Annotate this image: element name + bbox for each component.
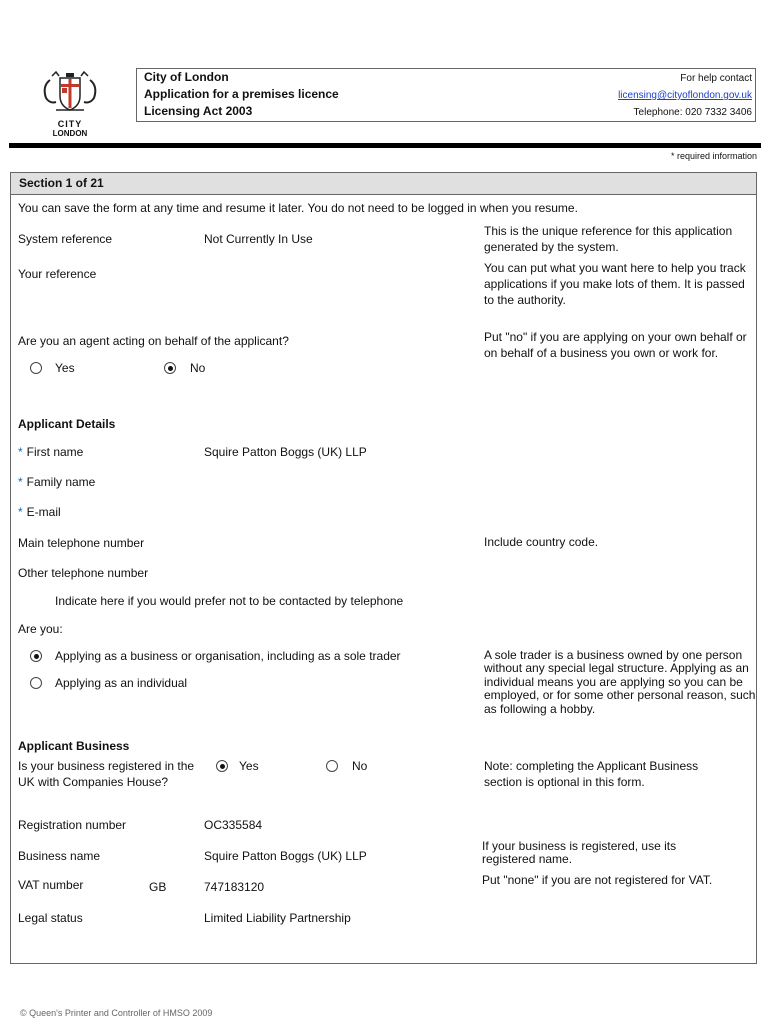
business-name-note: If your business is registered, use its registered name. — [482, 839, 677, 867]
applicant-details-heading: Applicant Details — [18, 417, 116, 431]
header-org: City of London — [144, 70, 229, 84]
help-contact — [618, 70, 752, 121]
required-info-note: * required information — [670, 151, 757, 161]
system-reference-value: Not Currently In Use — [204, 232, 313, 246]
city-of-london-crest — [40, 70, 100, 138]
agent-yes-radio[interactable] — [30, 362, 42, 374]
business-optional-note: Note: completing the Applicant Business section is optional in this form. — [484, 759, 699, 789]
legal-status-value[interactable]: Limited Liability Partnership — [204, 911, 351, 925]
as-individual-radio[interactable] — [30, 677, 42, 689]
main-telephone-note: Include country code. — [484, 535, 599, 549]
header-divider — [9, 143, 761, 148]
vat-number-label: VAT number — [18, 878, 84, 892]
header-title: Application for a premises licence — [144, 87, 339, 101]
required-mark: * — [18, 505, 23, 519]
your-reference-input[interactable] — [204, 262, 464, 282]
email-label: * E-mail — [18, 505, 61, 519]
are-you-label: Are you: — [18, 622, 63, 636]
your-reference-label: Your reference — [18, 267, 97, 281]
crest-icon — [40, 70, 100, 114]
main-telephone-input[interactable] — [204, 532, 464, 552]
first-name-label: * First name — [18, 445, 84, 459]
are-you-note: A sole trader is a business owned by one person without any special legal structure. Applying as an individual means you are applying so you can be employed, or for some other personal reason, such as following a hobby. — [484, 648, 756, 716]
system-reference-label: System reference — [18, 232, 113, 246]
copyright-footer: © Queen's Printer and Controller of HMSO 2009 — [20, 1008, 213, 1018]
as-individual-label: Applying as an individual — [55, 676, 188, 690]
agent-yes-label: Yes — [55, 361, 75, 375]
registered-yes-radio[interactable] — [216, 760, 228, 772]
vat-note: Put "none" if you are not registered for VAT. — [482, 873, 713, 887]
no-phone-preference-label: Indicate here if you would prefer not to be contacted by telephone — [55, 594, 404, 608]
help-label: For help contact — [680, 73, 752, 84]
first-name-value[interactable]: Squire Patton Boggs (UK) LLP — [204, 445, 367, 459]
agent-question: Are you an agent acting on behalf of the applicant? — [18, 334, 289, 348]
section-intro: You can save the form at any time and resume it later. You do not need to be logged in when you resume. — [18, 201, 578, 215]
your-reference-note: You can put what you want here to help you track applications if you make lots of them. It is passed to the authority. — [484, 261, 746, 307]
logo-word-city: CITY — [57, 119, 83, 129]
header-act: Licensing Act 2003 — [144, 104, 253, 118]
family-name-label: * Family name — [18, 475, 96, 489]
logo-word-london: LONDON — [52, 129, 88, 138]
applicant-business-heading: Applicant Business — [18, 739, 130, 753]
other-telephone-label: Other telephone number — [18, 566, 149, 580]
help-email-link[interactable]: licensing@cityoflondon.gov.uk — [618, 90, 752, 101]
section-header: Section 1 of 21 — [10, 172, 757, 195]
agent-no-label: No — [190, 361, 206, 375]
as-business-label: Applying as a business or organisation, including as a sole trader — [55, 649, 401, 663]
required-mark: * — [18, 475, 23, 489]
main-telephone-label: Main telephone number — [18, 536, 145, 550]
business-name-value[interactable]: Squire Patton Boggs (UK) LLP — [204, 849, 367, 863]
family-name-input[interactable] — [204, 471, 464, 491]
required-mark: * — [18, 445, 23, 459]
email-input[interactable] — [204, 501, 464, 521]
registered-no-radio[interactable] — [326, 760, 338, 772]
agent-note: Put "no" if you are applying on your own behalf or on behalf of a business you own or work for. — [484, 330, 747, 360]
registration-number-value[interactable]: OC335584 — [204, 818, 263, 832]
legal-status-label: Legal status — [18, 911, 83, 925]
registration-number-label: Registration number — [18, 818, 127, 832]
agent-no-radio[interactable] — [164, 362, 176, 374]
vat-number-value[interactable]: 747183120 — [204, 880, 265, 894]
as-business-radio[interactable] — [30, 650, 42, 662]
no-phone-checkbox[interactable] — [32, 594, 46, 608]
other-telephone-input[interactable] — [204, 562, 464, 582]
vat-prefix: GB — [149, 880, 167, 894]
system-reference-note: This is the unique reference for this application generated by the system. — [484, 224, 733, 254]
registered-no-label: No — [352, 759, 368, 773]
registered-yes-label: Yes — [239, 759, 259, 773]
registered-question: Is your business registered in the UK with Companies House? — [18, 759, 195, 789]
business-name-label: Business name — [18, 849, 101, 863]
help-phone: Telephone: 020 7332 3406 — [633, 107, 752, 118]
